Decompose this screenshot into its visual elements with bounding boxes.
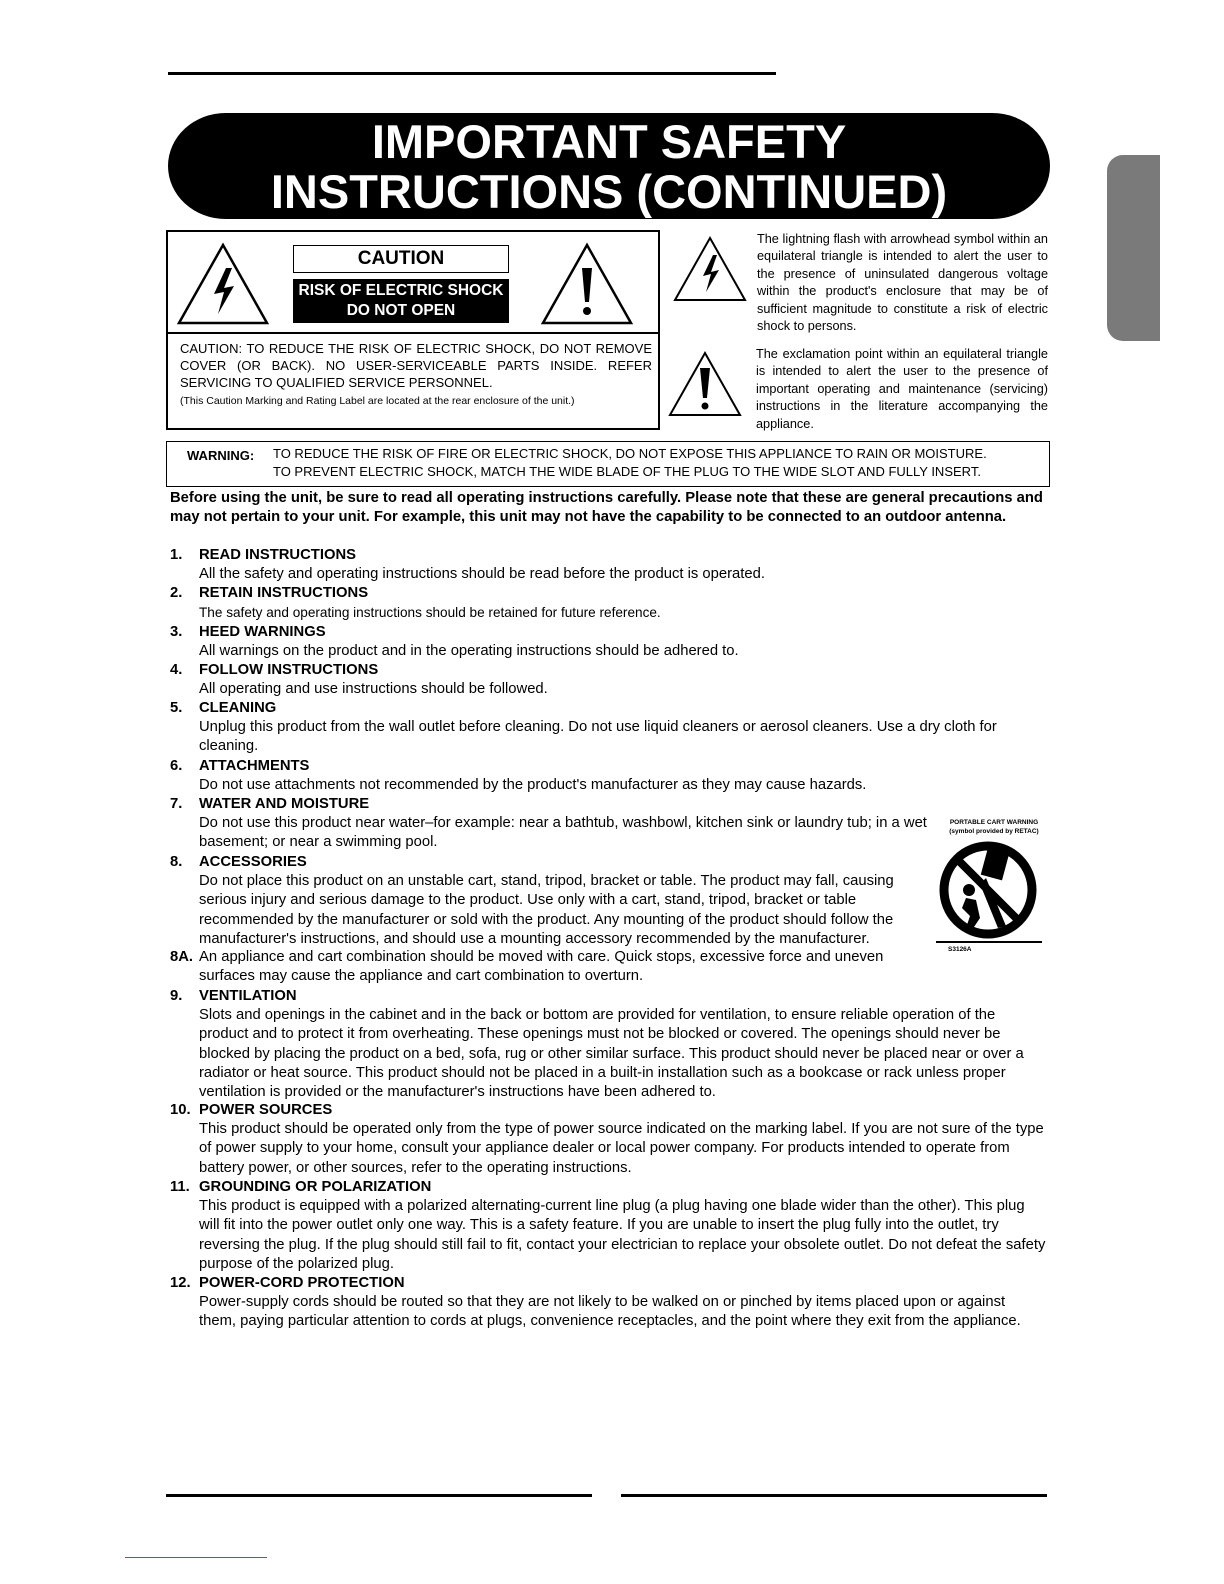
item-heading: POWER-CORD PROTECTION: [199, 1275, 405, 1291]
item-number: 12.: [170, 1275, 191, 1291]
warning-line-1: TO REDUCE THE RISK OF FIRE OR ELECTRIC SHOCK, DO NOT EXPOSE THIS APPLIANCE TO RAIN OR MOISTURE.: [273, 446, 987, 461]
caution-body: CAUTION: TO REDUCE THE RISK OF ELECTRIC SHOCK, DO NOT REMOVE COVER (OR BACK). NO USER-SERVICEABLE PARTS INSIDE. REFER SERVICING TO QUALIFIED SERVICE PERSONNEL.: [180, 341, 652, 390]
item-number: 4.: [170, 662, 183, 678]
warning-line-2: TO PREVENT ELECTRIC SHOCK, MATCH THE WIDE BLADE OF THE PLUG TO THE WIDE SLOT AND FULLY INSERT.: [273, 464, 981, 479]
item-body: Do not use this product near water–for example: near a bathtub, washbowl, kitchen sink or laundry tub; in a wet basement; or near a swimming pool.: [199, 815, 927, 851]
item-number: 10.: [170, 1102, 191, 1118]
item-heading: RETAIN INSTRUCTIONS: [199, 585, 369, 601]
item-heading: POWER SOURCES: [199, 1102, 333, 1118]
caution-text: [180, 340, 652, 410]
item-body: Unplug this product from the wall outlet before cleaning. Do not use liquid cleaners or aerosol cleaners. Use a dry cloth for cleaning.: [199, 719, 997, 755]
item-body: Do not place this product on an unstable cart, stand, tripod, bracket or table. The product may fall, causing serious injury and serious damage to the product. Use only with a cart, stand, tripod, bracket or table recommended by the manufacturer or sold with the product. Any mounting of the product should follow the manufacturer's instructions, and should use a mounting accessory recommended by the manufacturer.: [199, 873, 894, 947]
cart-symbol-code: S3126A: [948, 946, 972, 953]
item-number: 5.: [170, 700, 183, 716]
lightning-triangle-icon: [176, 242, 270, 326]
cart-warning-title: PORTABLE CART WARNING: [949, 819, 1039, 826]
item-body: This product is equipped with a polarized alternating-current line plug (a plug having one blade wider than the other). This plug will fit into the power outlet only one way. This is a safety feature. If you are unable to insert the plug fully into the outlet, try reversing the plug. If the plug should still fail to fit, contact your electrician to replace your obsolete outlet. Do not defeat the safety purpose of the polarized plug.: [199, 1198, 1046, 1272]
item-body: Power-supply cords should be routed so that they are not likely to be walked on or pinched by items placed upon or against them, paying particular attention to cords at plugs, convenience receptacles, and the point where they exit from the appliance.: [199, 1294, 1021, 1330]
item-heading: ACCESSORIES: [199, 854, 307, 870]
item-number: 11.: [170, 1179, 190, 1195]
title-line-1: IMPORTANT SAFETY: [371, 115, 847, 168]
risk-line-1: RISK OF ELECTRIC SHOCK: [298, 282, 504, 299]
item-number: 8A.: [170, 949, 194, 965]
item-heading: HEED WARNINGS: [199, 624, 326, 640]
item-heading: READ INSTRUCTIONS: [199, 547, 357, 563]
tip-over-cart-icon: [936, 838, 1044, 946]
item-heading: VENTILATION: [199, 988, 297, 1004]
exclamation-symbol-text: The exclamation point within an equilateral triangle is intended to alert the user to the presence of important operating and maintenance (servicing) instructions in the literature accompanying the appliance.: [756, 347, 1048, 431]
page-title-banner: [168, 113, 1050, 219]
item-heading: CLEANING: [199, 700, 277, 716]
item-body: The safety and operating instructions should be retained for future reference.: [199, 605, 661, 621]
item-heading: ATTACHMENTS: [199, 758, 310, 774]
item-body: An appliance and cart combination should be moved with care. Quick stops, excessive force and uneven surfaces may cause the appliance and cart combination to overturn.: [199, 949, 884, 985]
item-body: Slots and openings in the cabinet and in the back or bottom are provided for ventilation, to ensure reliable operation of the product and to protect it from overheating. These openings must not be blocked or covered. The openings should never be blocked by placing the product on a bed, sofa, rug or other similar surface. This product should never be placed near or over a radiator or heat source. This product should not be placed in a built-in installation such as a bookcase or rack unless proper ventilation is provided or the manufacturer's instructions have been adhered to.: [199, 1007, 1024, 1100]
exclamation-symbol-icon: [667, 350, 743, 418]
lightning-symbol-text: The lightning flash with arrowhead symbol within an equilateral triangle is intended to alert the user to the presence of uninsulated dangerous voltage within the product's enclosure that may be of sufficient magnitude to constitute a risk of electric shock to persons.: [757, 232, 1048, 334]
item-body: All warnings on the product and in the operating instructions should be adhered to.: [199, 643, 739, 660]
caution-label-box: [166, 230, 660, 430]
caution-title: CAUTION: [293, 245, 509, 273]
item-number: 8.: [170, 854, 183, 870]
cart-warning-caption: [938, 818, 1050, 836]
item-body: Do not use attachments not recommended by the product's manufacturer as they may cause hazards.: [199, 777, 867, 794]
lightning-symbol-icon: [672, 235, 748, 303]
header-rule: [168, 72, 776, 75]
caution-note: (This Caution Marking and Rating Label are located at the rear enclosure of the unit.): [180, 395, 575, 407]
footer-rule-right: [621, 1494, 1047, 1497]
item-number: 7.: [170, 796, 183, 812]
section-side-tab: [1107, 155, 1160, 341]
cart-warning-subtitle: (symbol provided by RETAC): [949, 828, 1039, 835]
item-heading: FOLLOW INSTRUCTIONS: [199, 662, 379, 678]
item-number: 3.: [170, 624, 183, 640]
caution-label-top: [168, 232, 658, 334]
footer-rule-left: [166, 1494, 592, 1497]
footer-link-underline: [125, 1557, 267, 1558]
item-body: All operating and use instructions should be followed.: [199, 681, 548, 698]
item-number: 2.: [170, 585, 183, 601]
item-number: 1.: [170, 547, 183, 563]
item-number: 9.: [170, 988, 183, 1004]
item-heading: WATER AND MOISTURE: [199, 796, 370, 812]
caution-risk-block: [293, 279, 509, 323]
exclamation-triangle-icon: [540, 242, 634, 326]
item-body: This product should be operated only from the type of power source indicated on the marking label. If you are not sure of the type of power supply to your home, consult your appliance dealer or local power company. For products intended to operate from battery power, or other sources, refer to the operating instructions.: [199, 1121, 1044, 1176]
item-body: All the safety and operating instructions should be read before the product is operated.: [199, 566, 765, 583]
item-heading: GROUNDING OR POLARIZATION: [199, 1179, 432, 1195]
warning-box: [166, 441, 1050, 487]
intro-paragraph: Before using the unit, be sure to read all operating instructions carefully. Please note that these are general precautions and may not pertain to your unit. For example, this unit may not have the capability to be connected to an outdoor antenna.: [170, 490, 1043, 526]
title-line-2: INSTRUCTIONS (CONTINUED): [270, 165, 948, 218]
item-number: 6.: [170, 758, 183, 774]
risk-line-2: DO NOT OPEN: [346, 302, 456, 319]
warning-label: WARNING:: [187, 448, 255, 463]
